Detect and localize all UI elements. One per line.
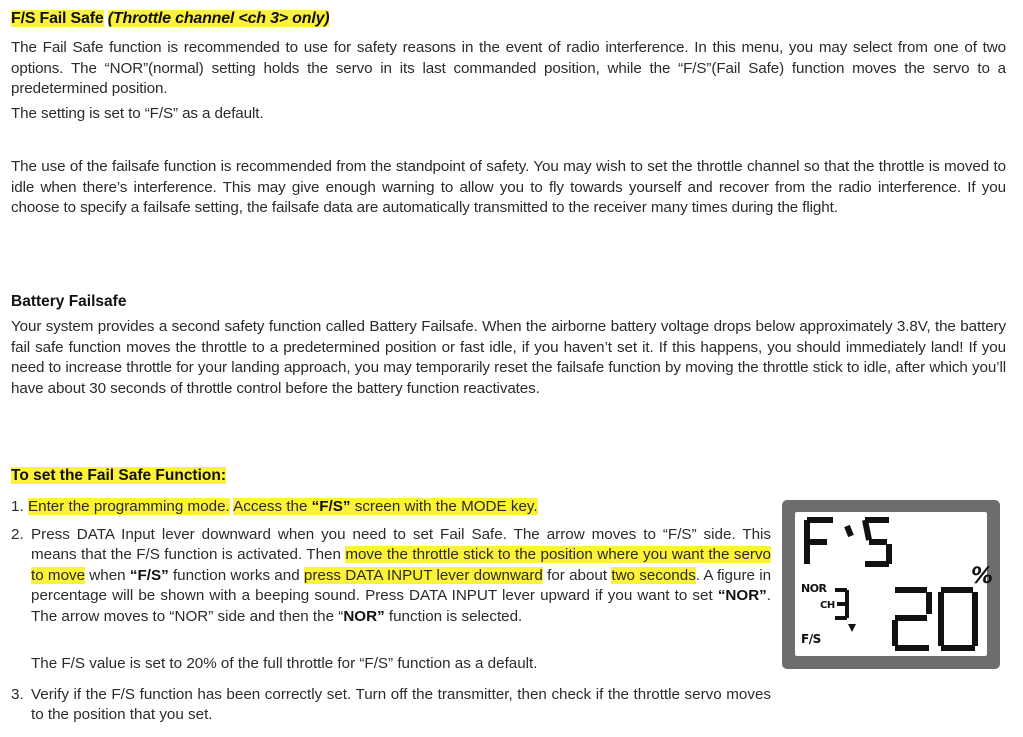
page-title — [11, 10, 329, 28]
intro-paragraph-1: The Fail Safe function is recommended to use for safety reasons in the event of radio interference. In this menu, you may select from one of two options. The “NOR”(normal) setting holds the servo in its last commanded position, while the “F/S”(Fail Safe) function moves the servo to a predetermined position. — [11, 39, 1006, 98]
battery-failsafe-heading: Battery Failsafe — [11, 293, 127, 310]
ch-label: CH — [820, 600, 835, 611]
percent-unit: % — [971, 564, 993, 589]
step-3 — [11, 685, 771, 726]
step-2-text: Press DATA Input lever downward when you need to set Fail Safe. The arrow moves to “F/S” side. This means that the F/S function is activated. Then move the throttle stick to the position where you want the servo to move when “F/S” function works and press DATA INPUT lever downward for about two seconds. A figure in percentage will be shown with a beeping sound. Press DATA INPUT lever upward if you want to set “NOR”. The arrow moves to “NOR” side and then the “NOR” function is selected. — [31, 526, 772, 625]
step-1 — [11, 497, 771, 517]
step-number: 2. — [11, 526, 24, 543]
steps-heading — [11, 467, 226, 485]
lcd-display — [782, 500, 1000, 669]
arrow-down-icon — [848, 624, 856, 632]
title-sub: (Throttle channel <ch 3> only) — [107, 10, 330, 27]
step-3-text: Verify if the F/S function has been correctly set. Turn off the transmitter, then check if the throttle servo moves to the position that you set. — [31, 686, 771, 724]
battery-failsafe-text: Your system provides a second safety function called Battery Failsafe. When the airborne battery voltage drops below approximately 3.8V, the battery fail safe function moves the throttle to a predetermined position or fast idle, if you haven’t set it. If this happens, you should immediately land! If you need to increase throttle for your landing approach, you may temporarily reset the failsafe function by moving the throttle stick to idle, after which you’ll have about 30 seconds of throttle control before the battery function reactivates. — [11, 318, 1006, 397]
fs-label: F/S — [801, 632, 821, 646]
title-main: F/S Fail Safe — [11, 10, 104, 27]
step-number: 1. — [11, 498, 24, 515]
step-2 — [11, 525, 771, 627]
intro-paragraph-2: The setting is set to “F/S” as a default. — [11, 105, 264, 122]
step-2-note: The F/S value is set to 20% of the full throttle for “F/S” function as a default. — [31, 655, 538, 672]
steps-heading-text: To set the Fail Safe Function: — [11, 467, 227, 484]
lcd-screen — [795, 512, 993, 656]
intro-paragraph-3: The use of the failsafe function is recommended from the standpoint of safety. You may wish to set the throttle channel so that the throttle is moved to idle when there’s interference. This may give enough warning to allow you to fly towards yourself and recover from the radio interference. If you choose to specify a failsafe setting, the failsafe data are automatically transmitted to the receiver many times during the flight. — [11, 158, 1006, 217]
step-1-text-a: Enter the programming mode. — [28, 498, 230, 515]
nor-label: NOR — [801, 582, 827, 595]
step-number: 3. — [11, 686, 24, 703]
step-1-text-b: Access the “F/S” screen with the MODE key. — [233, 498, 538, 515]
